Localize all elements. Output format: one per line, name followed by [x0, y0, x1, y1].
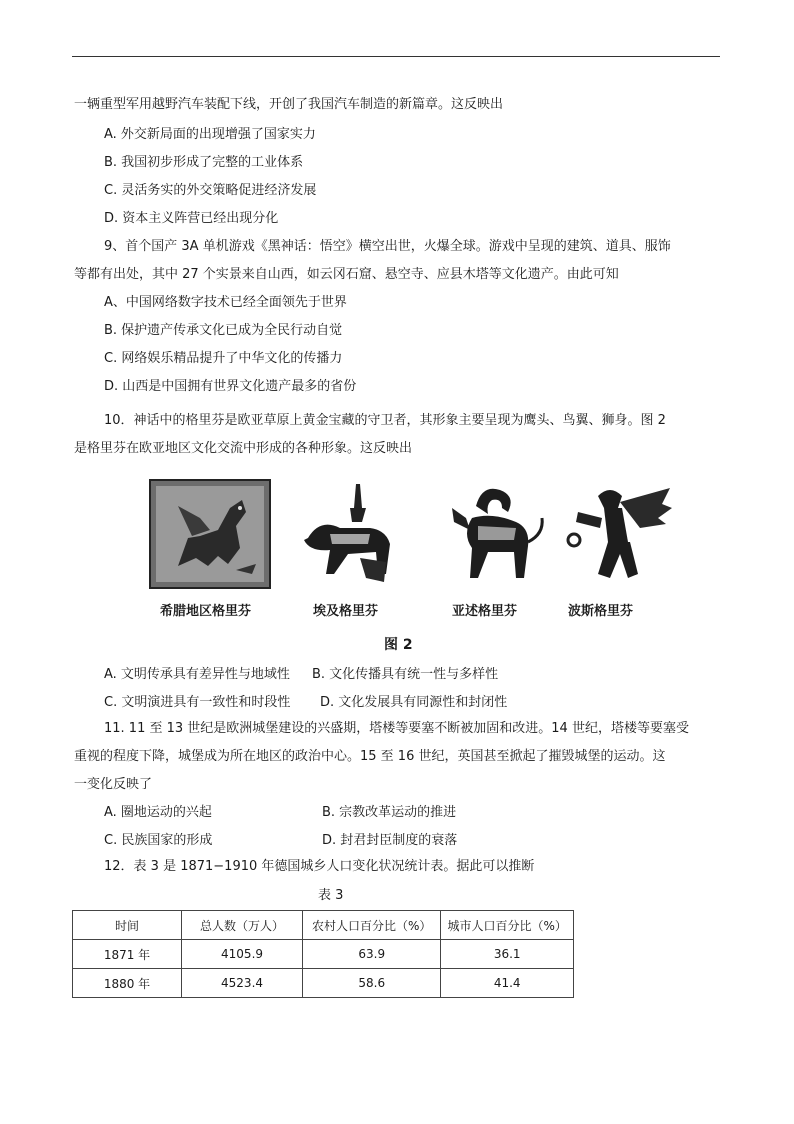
greek-griffin-image — [148, 478, 272, 590]
table-row — [73, 940, 574, 969]
q10-stem-line1: 10．神话中的格里芬是欧亚草原上黄金宝藏的守卫者，其形象主要呈现为鹰头、鸟翼、狮身。图 2 — [104, 413, 666, 428]
q9-option-c[interactable]: C. 网络娱乐精品提升了中华文化的传播力 — [104, 351, 343, 366]
q10-stem-line2: 是格里芬在欧亚地区文化交流中形成的各种形象。这反映出 — [74, 441, 413, 456]
q9-option-b[interactable]: B. 保护遗产传承文化已成为全民行动自觉 — [104, 323, 343, 338]
q11-option-d[interactable]: D. 封君封臣制度的衰落 — [322, 833, 458, 848]
assyrian-griffin-image — [432, 478, 556, 590]
cell-total: 4523.4 — [182, 969, 303, 998]
table-title: 表 3 — [318, 888, 344, 903]
q9-option-a[interactable]: A、中国网络数字技术已经全面领先于世界 — [104, 295, 347, 310]
griffin-figure — [148, 478, 684, 590]
cell-rural: 63.9 — [303, 940, 441, 969]
q8-option-b[interactable]: B. 我国初步形成了完整的工业体系 — [104, 155, 304, 170]
q8-option-c[interactable]: C. 灵活务实的外交策略促进经济发展 — [104, 183, 317, 198]
cell-time: 1871 年 — [73, 940, 182, 969]
header-urban: 城市人口百分比（%） — [441, 911, 574, 940]
table-header-row — [73, 911, 574, 940]
q10-option-d[interactable]: D. 文化发展具有同源性和封闭性 — [320, 695, 508, 710]
header-rural: 农村人口百分比（%） — [303, 911, 441, 940]
q11-stem-line3: 一变化反映了 — [74, 777, 153, 792]
q10-option-c[interactable]: C. 文明演进具有一致性和时段性 — [104, 695, 291, 710]
header-rule — [72, 56, 720, 57]
q11-option-b[interactable]: B. 宗教改革运动的推进 — [322, 805, 457, 820]
q12-stem: 12．表 3 是 1871−1910 年德国城乡人口变化状况统计表。据此可以推断 — [104, 859, 535, 874]
q11-option-a[interactable]: A. 圈地运动的兴起 — [104, 805, 212, 820]
q10-option-b[interactable]: B. 文化传播具有统一性与多样性 — [312, 667, 499, 682]
q8-stem-tail: 一辆重型军用越野汽车装配下线，开创了我国汽车制造的新篇章。这反映出 — [74, 97, 504, 112]
header-time: 时间 — [73, 911, 182, 940]
cell-urban: 41.4 — [441, 969, 574, 998]
q8-option-d[interactable]: D. 资本主义阵营已经出现分化 — [104, 211, 279, 226]
egyptian-griffin-image — [290, 478, 414, 590]
caption-greek: 希腊地区格里芬 — [160, 604, 252, 619]
cell-rural: 58.6 — [303, 969, 441, 998]
caption-persian: 波斯格里芬 — [568, 604, 634, 619]
population-table — [72, 910, 574, 998]
cell-total: 4105.9 — [182, 940, 303, 969]
caption-egyptian: 埃及格里芬 — [313, 604, 379, 619]
figure-title: 图 2 — [384, 637, 413, 653]
q9-option-d[interactable]: D. 山西是中国拥有世界文化遗产最多的省份 — [104, 379, 357, 394]
q9-stem-line1: 9、首个国产 3A 单机游戏《黑神话：悟空》横空出世，火爆全球。游戏中呈现的建筑、道具、服饰 — [104, 239, 671, 254]
q9-stem-line2: 等都有出处，其中 27 个实景来自山西，如云冈石窟、悬空寺、应县木塔等文化遗产。由此可知 — [74, 267, 619, 282]
caption-assyrian: 亚述格里芬 — [452, 604, 518, 619]
q11-option-c[interactable]: C. 民族国家的形成 — [104, 833, 213, 848]
header-total: 总人数（万人） — [182, 911, 303, 940]
table-row — [73, 969, 574, 998]
q10-option-a[interactable]: A. 文明传承具有差异性与地域性 — [104, 667, 290, 682]
q11-stem-line2: 重视的程度下降，城堡成为所在地区的政治中心。15 至 16 世纪，英国甚至掀起了摧毁城堡的运动。这 — [74, 749, 666, 764]
q8-option-a[interactable]: A. 外交新局面的出现增强了国家实力 — [104, 127, 316, 142]
persian-griffin-image — [558, 478, 682, 590]
cell-urban: 36.1 — [441, 940, 574, 969]
q11-stem-line1: 11. 11 至 13 世纪是欧洲城堡建设的兴盛期，塔楼等要塞不断被加固和改进。14 世纪，塔楼等要塞受 — [104, 721, 689, 736]
cell-time: 1880 年 — [73, 969, 182, 998]
